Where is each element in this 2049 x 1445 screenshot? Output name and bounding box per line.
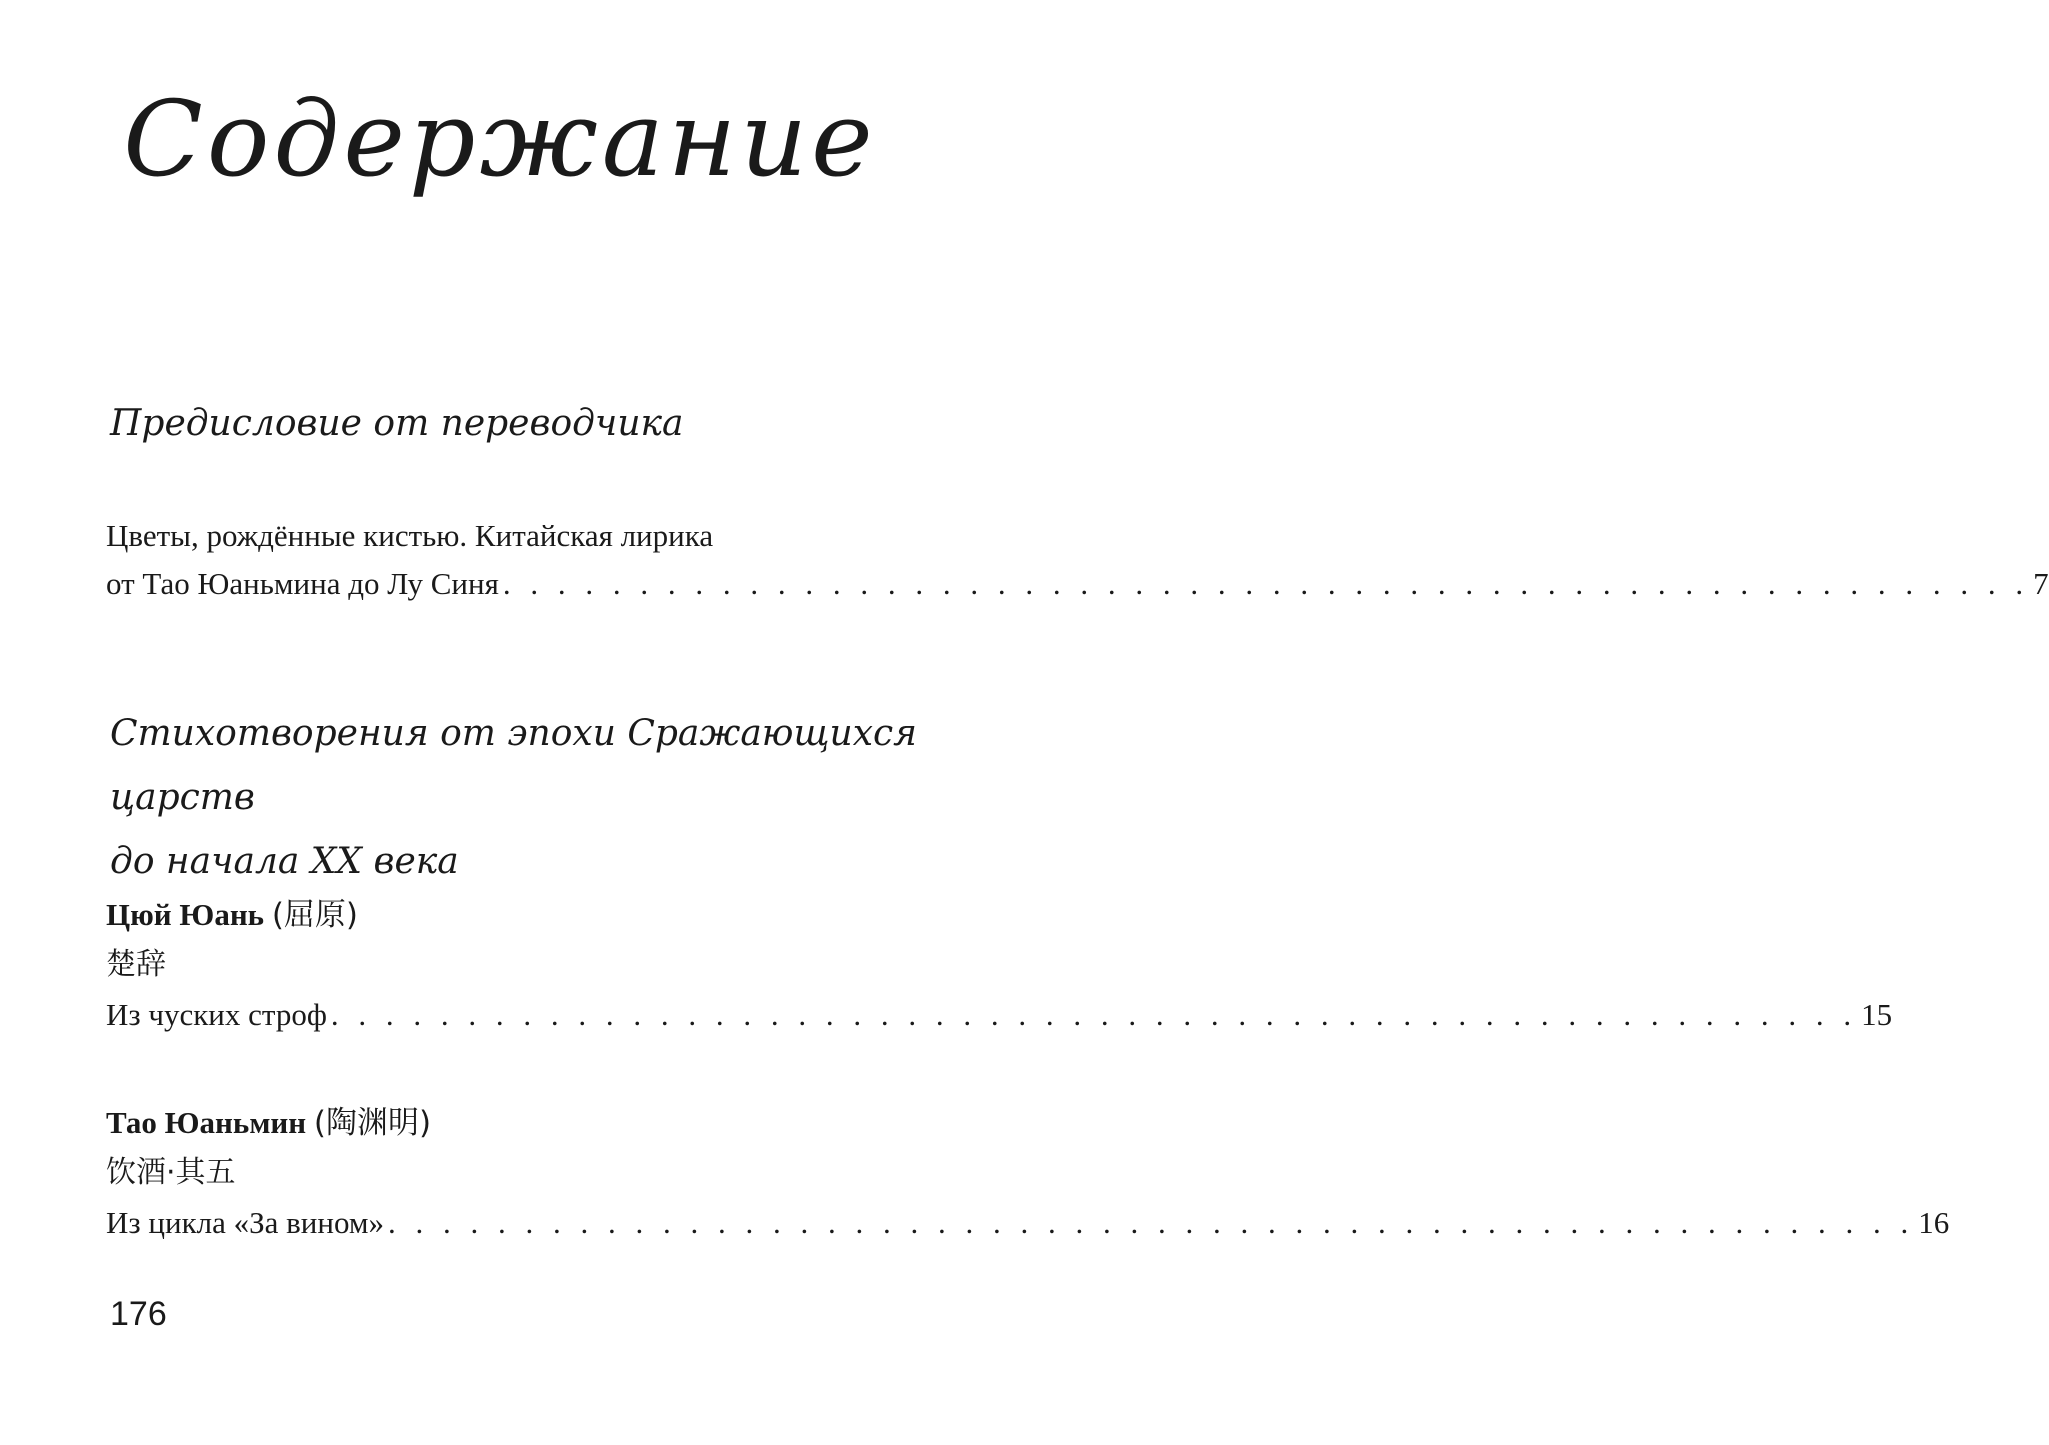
author-name: Тао Юаньмин: [106, 1105, 307, 1140]
toc-page-number: 7: [2033, 566, 2049, 601]
section-heading-poems: [110, 702, 1000, 894]
toc-entry-line: Цветы, рождённые кистью. Китайская лирика: [106, 518, 714, 553]
poem-chinese-title: 饮酒·其五: [106, 1155, 236, 1190]
toc-author-qu-yuan: [106, 890, 1893, 1040]
page-number: 176: [110, 1295, 167, 1333]
section-heading-line: до начала XX века: [110, 841, 459, 882]
section-heading-line: Стихотворения от эпохи Сражающихся царств: [110, 713, 917, 818]
toc-entry-title: Из цикла «За вином»: [106, 1205, 384, 1240]
author-chinese-name: (陶渊明): [313, 1105, 432, 1141]
dot-leader: . . . . . . . . . . . . . . . . . . . . . . . . . . . . . . . . . . . . . . . . . . . . . . . . . . . . . . . .: [330, 997, 1858, 1032]
toc-author-tao-yuanming: [106, 1098, 1950, 1248]
toc-page-number: 15: [1861, 997, 1893, 1032]
poem-chinese-title: 楚辞: [106, 947, 166, 982]
dot-leader: . . . . . . . . . . . . . . . . . . . . . . . . . . . . . . . . . . . . . . . . . . . . . . . . . . . . . . . .: [388, 1205, 1915, 1240]
author-chinese-name: (屈原): [271, 897, 359, 933]
toc-entry-preface[interactable]: [106, 512, 2049, 608]
page-title: Содержание: [123, 78, 877, 200]
toc-page-number: 16: [1918, 1205, 1950, 1240]
author-name: Цюй Юань: [106, 897, 265, 932]
toc-entry-line: от Тао Юаньмина до Лу Синя: [106, 566, 499, 601]
toc-entry[interactable]: [106, 1198, 1950, 1248]
author-heading: [106, 890, 910, 940]
toc-entry[interactable]: [106, 990, 1893, 1040]
toc-entry-title: Из чуских строф: [106, 997, 327, 1032]
toc-entry-leader-row: [106, 560, 2049, 608]
section-heading-preface: [110, 392, 683, 456]
section-heading-line: Предисловие от переводчика: [110, 403, 684, 444]
author-heading: [106, 1098, 910, 1148]
dot-leader: . . . . . . . . . . . . . . . . . . . . . . . . . . . . . . . . . . . . . . . . . . . . . . . . . . . . . . . .: [502, 566, 2030, 601]
